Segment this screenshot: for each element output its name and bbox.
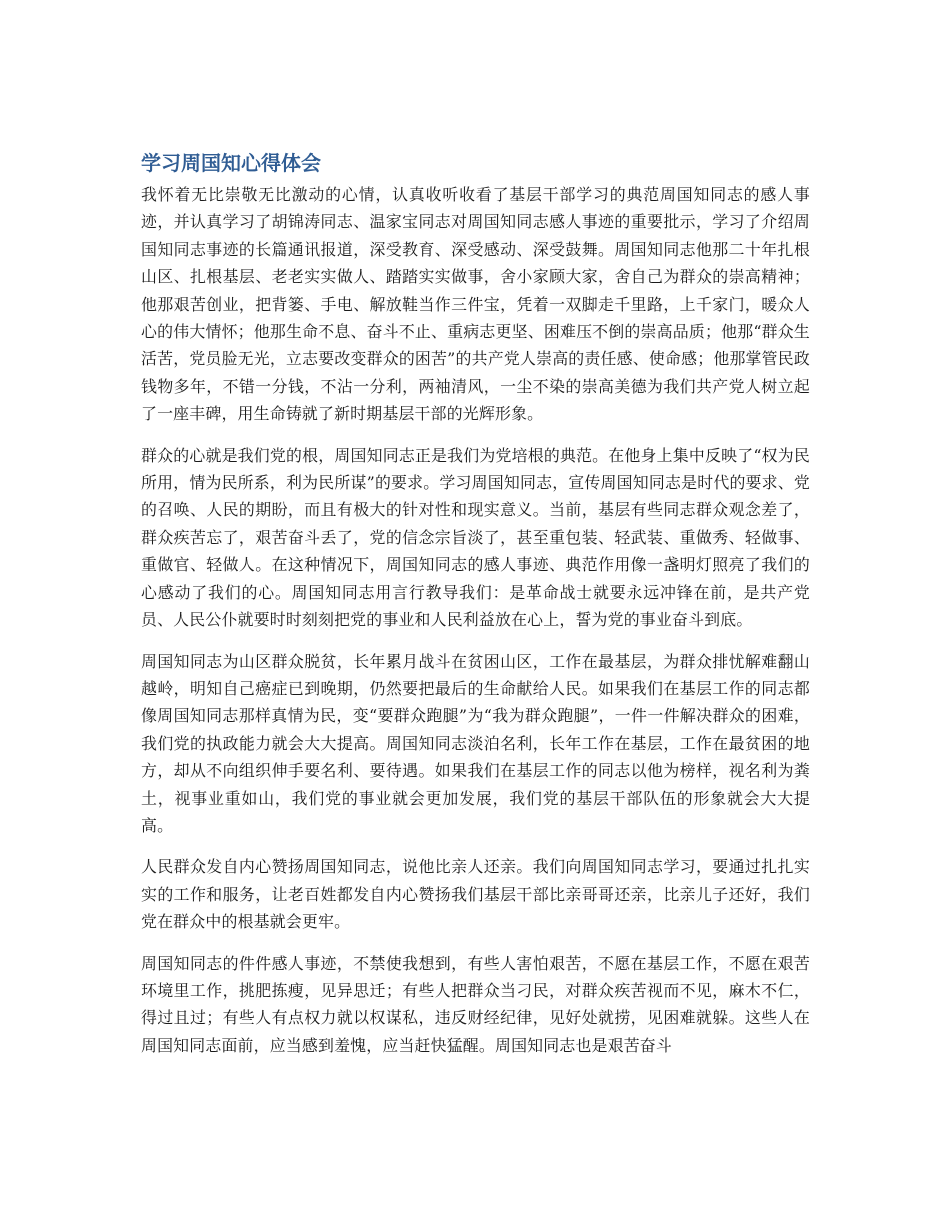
paragraph-1: 我怀着无比崇敬无比激动的心情，认真收听收看了基层干部学习的典范周国知同志的感人事迹，并认真学习了胡锦涛同志、温家宝同志对周国知同志感人事迹的重要批示，学习了介绍周国知同志事迹的长篇通讯报道，深受教育、深受感动、深受鼓舞。周国知同志他那二十年扎根山区、扎根基层、老老实实做人、踏踏实实做事，舍小家顾大家，舍自己为群众的崇高精神；他那艰苦创业，把背篓、手电、解放鞋当作三件宝，凭着一双脚走千里路，上千家门，暖众人心的伟大情怀；他那生命不息、奋斗不止、重病志更坚、困难压不倒的崇高品质；他那“群众生活苦，党员脸无光，立志要改变群众的困苦”的共产党人崇高的责任感、使命感；他那掌管民政钱物多年，不错一分钱，不沾一分利，两袖清风，一尘不染的崇高美德为我们共产党人树立起了一座丰碑，用生命铸就了新时期基层干部的光辉形象。 xyxy=(141,185,810,424)
document-title: 学习周国知心得体会 xyxy=(141,151,321,175)
paragraph-2: 群众的心就是我们党的根，周国知同志正是我们为党培根的典范。在他身上集中反映了“权为民所用，情为民所系，利为民所谋”的要求。学习周国知同志，宣传周国知同志是时代的要求、党的召唤、人民的期盼，而且有极大的针对性和现实意义。当前，基层有些同志群众观念差了，群众疾苦忘了，艰苦奋斗丢了，党的信念宗旨淡了，甚至重包装、轻武装、重做秀、轻做事、重做官、轻做人。在这种情况下，周国知同志的感人事迹、典范作用像一盏明灯照亮了我们的心感动了我们的心。周国知同志用言行教导我们：是革命战士就要永远冲锋在前，是共产党员、人民公仆就要时时刻刻把党的事业和人民利益放在心上，誓为党的事业奋斗到底。 xyxy=(141,445,810,630)
document-page xyxy=(141,148,810,1073)
paragraph-5: 周国知同志的件件感人事迹，不禁使我想到，有些人害怕艰苦，不愿在基层工作，不愿在艰苦环境里工作，挑肥拣瘦，见异思迁；有些人把群众当刁民，对群众疾苦视而不见，麻木不仁，得过且过；有些人有点权力就以权谋私，违反财经纪律，见好处就捞，见困难就躲。这些人在周国知同志面前，应当感到羞愧，应当赶快猛醒。周国知同志也是艰苦奋斗 xyxy=(141,953,810,1055)
paragraph-4: 人民群众发自内心赞扬周国知同志，说他比亲人还亲。我们向周国知同志学习，要通过扎扎实实的工作和服务，让老百姓都发自内心赞扬我们基层干部比亲哥哥还亲，比亲儿子还好，我们党在群众中的根基就会更牢。 xyxy=(141,857,810,932)
paragraph-3: 周国知同志为山区群众脱贫，长年累月战斗在贫困山区，工作在最基层，为群众排忧解难翻山越岭，明知自己癌症已到晚期，仍然要把最后的生命献给人民。如果我们在基层工作的同志都像周国知同志那样真情为民，变“要群众跑腿”为“我为群众跑腿”，一件一件解决群众的困难，我们党的执政能力就会大大提高。周国知同志淡泊名利，长年工作在基层，工作在最贫困的地方，却从不向组织伸手要名利、要待遇。如果我们在基层工作的同志以他为榜样，视名利为粪土，视事业重如山，我们党的事业就会更加发展，我们党的基层干部队伍的形象就会大大提高。 xyxy=(141,651,811,835)
